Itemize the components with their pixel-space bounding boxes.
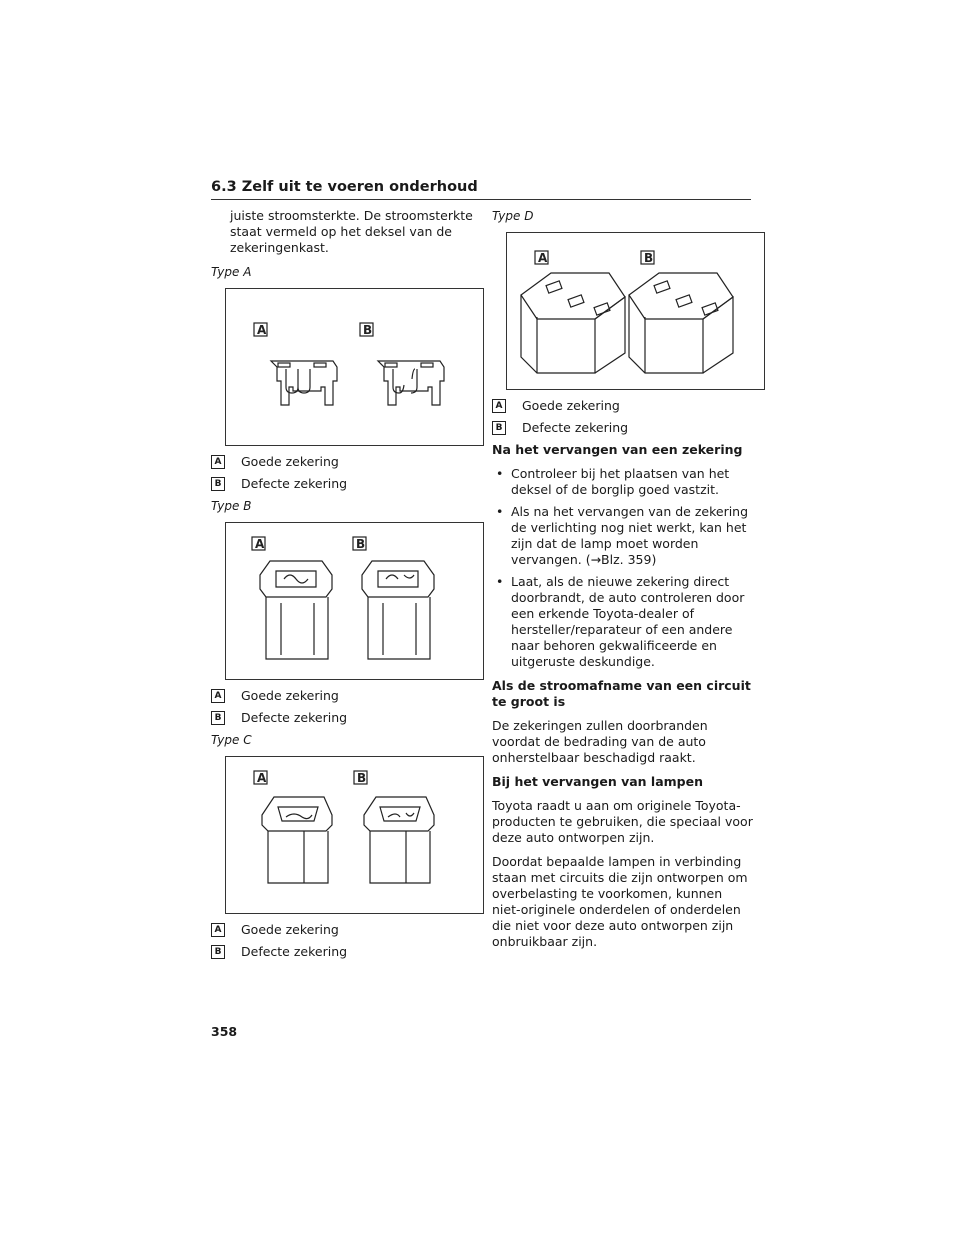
legend-a-good (211, 454, 473, 470)
marker-a-icon: A (492, 399, 506, 413)
fuse-type-c-illustration (226, 757, 483, 913)
legend-defect-text: Defecte zekering (241, 944, 348, 959)
svg-text:B: B (357, 771, 367, 785)
fuse-type-b-illustration (226, 523, 483, 679)
page-number: 358 (211, 1024, 238, 1039)
legend-defect-text: Defecte zekering (522, 420, 629, 435)
type-a-label: Type A (211, 265, 252, 279)
legend-good-text: Goede zekering (241, 688, 339, 703)
type-d-label: Type D (492, 209, 534, 223)
heading-circuit-overload: Als de stroomafname van een circuit te groot is (492, 678, 751, 709)
svg-text:A: A (538, 251, 548, 265)
list-item: • Als na het vervangen van de zekering de verlichting nog niet werkt, kan het zijn dat de lamp moet worden vervangen. (→Blz. 359) (492, 504, 754, 568)
svg-text:A: A (257, 323, 267, 337)
legend-good-text: Goede zekering (241, 454, 339, 469)
legend-good-text: Goede zekering (522, 398, 620, 413)
section-title: 6.3 Zelf uit te voeren onderhoud (211, 179, 478, 195)
legend-a-good (211, 688, 473, 704)
svg-text:B: B (356, 537, 366, 551)
marker-a-icon: A (211, 923, 225, 937)
header-rule (211, 199, 751, 200)
legend-a-good (492, 398, 754, 414)
svg-text:A: A (255, 537, 265, 551)
marker-b-icon: B (211, 477, 225, 491)
figure-type-d (506, 232, 765, 390)
left-column (211, 208, 473, 966)
marker-b-icon: B (211, 711, 225, 725)
figure-type-b (225, 522, 484, 680)
marker-a-icon: A (211, 689, 225, 703)
svg-text:A: A (257, 771, 267, 785)
page-header (211, 178, 751, 200)
list-item: • Controleer bij het plaatsen van het deksel of de borglip goed vastzit. (492, 466, 754, 498)
marker-b-icon: B (211, 945, 225, 959)
legend-defect-text: Defecte zekering (241, 710, 348, 725)
svg-text:B: B (644, 251, 654, 265)
paragraph-circuit: De zekeringen zullen doorbranden voordat de bedrading van de auto onherstelbaar beschadigd raakt. (492, 718, 708, 765)
legend-defect-text: Defecte zekering (241, 476, 348, 491)
legend-b-defect (211, 710, 473, 726)
heading-lamp-replace: Bij het vervangen van lampen (492, 774, 704, 789)
marker-a-icon: A (211, 455, 225, 469)
intro-paragraph: juiste stroomsterkte. De stroomsterkte staat vermeld op het deksel van de zekeringenkast. (230, 208, 473, 255)
paragraph-lamps-2: Doordat bepaalde lampen in verbinding staan met circuits die zijn ontworpen om overbelasting te voorkomen, kunnen niet-originele onderdelen of onderdelen die niet voor deze auto ontworpen zijn onbruikbaar zijn. (492, 854, 748, 949)
list-item: • Laat, als de nieuwe zekering direct doorbrandt, de auto controleren door een erkende Toyota-dealer of hersteller/reparateur of een andere naar behoren gekwalificeerde en uitgeruste deskundige. (492, 574, 754, 670)
marker-b-icon: B (492, 421, 506, 435)
type-c-label: Type C (211, 733, 252, 747)
heading-after-replace: Na het vervangen van een zekering (492, 442, 743, 457)
figure-type-c (225, 756, 484, 914)
legend-b-defect (211, 944, 473, 960)
svg-text:B: B (363, 323, 373, 337)
legend-a-good (211, 922, 473, 938)
legend-good-text: Goede zekering (241, 922, 339, 937)
bullet-list (492, 466, 754, 670)
right-column (492, 208, 754, 958)
fuse-type-a-illustration (226, 289, 483, 445)
legend-b-defect (492, 420, 754, 436)
figure-type-a (225, 288, 484, 446)
legend-b-defect (211, 476, 473, 492)
paragraph-lamps-1: Toyota raadt u aan om originele Toyota-producten te gebruiken, die speciaal voor deze auto ontworpen zijn. (492, 798, 753, 845)
type-b-label: Type B (211, 499, 252, 513)
fuse-type-d-illustration (507, 233, 764, 389)
